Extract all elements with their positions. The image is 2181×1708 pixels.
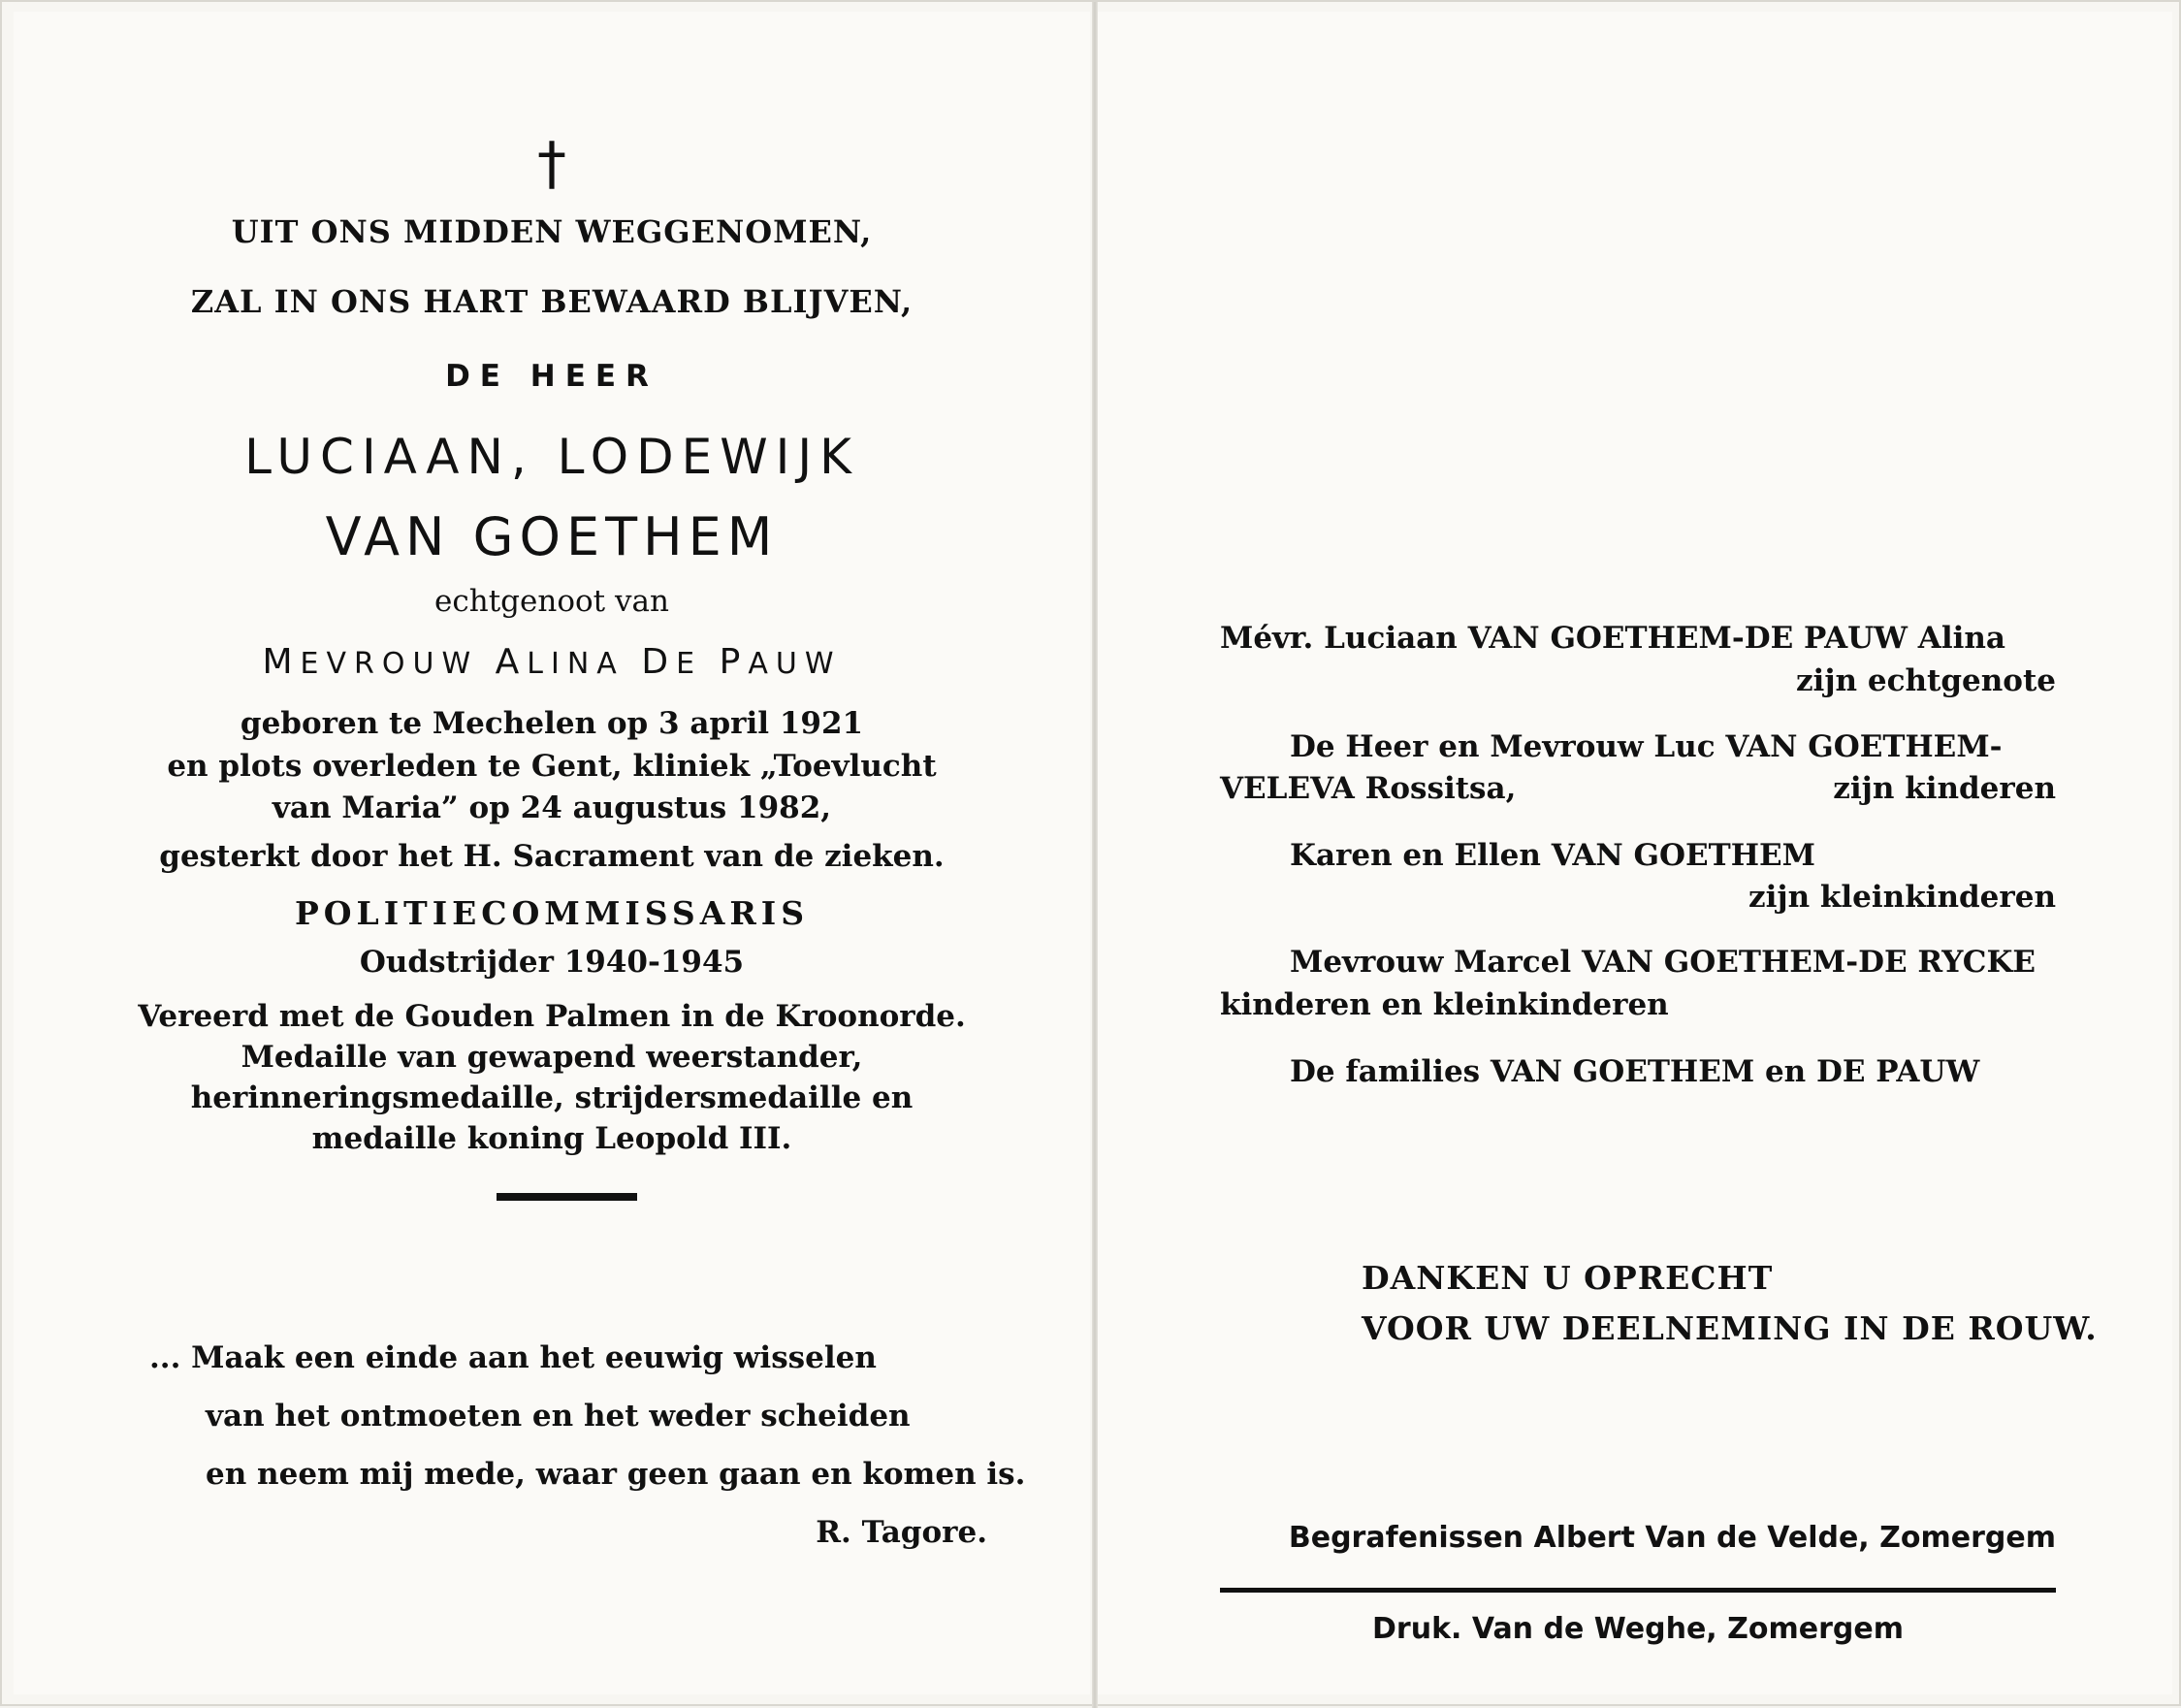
profession: POLITIECOMMISSARIS	[294, 894, 810, 932]
poem-line-2: van het ontmoeten en het weder scheiden	[206, 1399, 911, 1434]
thanks-line-1: DANKEN U OPRECHT	[1362, 1259, 1774, 1297]
honors-line-3: herinneringsmedaille, strijdersmedaille en	[190, 1080, 914, 1115]
card-fold	[1092, 2, 1098, 1708]
veteran-line: Oudstrijder 1940-1945	[359, 945, 745, 980]
family-2-name: De Heer en Mevrouw Luc VAN GOETHEM-	[1290, 729, 2003, 764]
first-names: LUCIAAN, LODEWIJK	[244, 429, 859, 485]
honorific: DE HEER	[445, 359, 658, 394]
poem-line-1: ... Maak een einde aan het eeuwig wisselen	[149, 1340, 877, 1375]
poem-author: R. Tagore.	[816, 1515, 987, 1550]
family-3-name: Karen en Ellen VAN GOETHEM	[1290, 838, 1815, 873]
printer-line: Druk. Van de Weghe, Zomergem	[1372, 1612, 1904, 1646]
heading-line-2: ZAL IN ONS HART BEWAARD BLIJVEN,	[190, 283, 914, 320]
family-2-name-b: VELEVA Rossitsa,	[1220, 771, 1517, 806]
spouse-intro: echtgenoot van	[434, 584, 669, 619]
family-1-relation: zijn echtgenote	[1795, 663, 2056, 698]
death-line-2: van Maria” op 24 augustus 1982,	[272, 790, 832, 825]
spouse-name: MEVROUW ALINA DE PAUW	[262, 642, 842, 682]
poem-line-3: en neem mij mede, waar geen gaan en komen is.	[206, 1457, 1026, 1492]
divider-short	[497, 1193, 637, 1201]
thanks-line-2: VOOR UW DEELNEMING IN DE ROUW.	[1362, 1309, 2098, 1347]
honors-line-4: medaille koning Leopold III.	[311, 1121, 792, 1156]
sacrament-line: gesterkt door het H. Sacrament van de zieken.	[159, 839, 945, 874]
family-5-name: De families VAN GOETHEM en DE PAUW	[1290, 1054, 1980, 1089]
surname: VAN GOETHEM	[325, 506, 779, 567]
honors-line-1: Vereerd met de Gouden Palmen in de Kroonorde.	[138, 999, 966, 1034]
family-3-relation: zijn kleinkinderen	[1748, 880, 2056, 915]
cross-icon: †	[537, 130, 566, 198]
family-4-name: Mevrouw Marcel VAN GOETHEM-DE RYCKE	[1290, 945, 2037, 980]
undertaker-line: Begrafenissen Albert Van de Velde, Zomergem	[1288, 1521, 2056, 1555]
family-2-relation: zijn kinderen	[1833, 771, 2056, 806]
family-4-relation: kinderen en kleinkinderen	[1220, 987, 1669, 1022]
birth-line: geboren te Mechelen op 3 april 1921	[240, 706, 864, 741]
honors-line-2: Medaille van gewapend weerstander,	[241, 1040, 863, 1075]
family-1-name: Mévr. Luciaan VAN GOETHEM-DE PAUW Alina	[1220, 621, 2005, 656]
divider-long	[1220, 1588, 2056, 1593]
death-line-1: en plots overleden te Gent, kliniek „Toevlucht	[167, 749, 937, 784]
heading-line-1: UIT ONS MIDDEN WEGGENOMEN,	[231, 213, 873, 250]
